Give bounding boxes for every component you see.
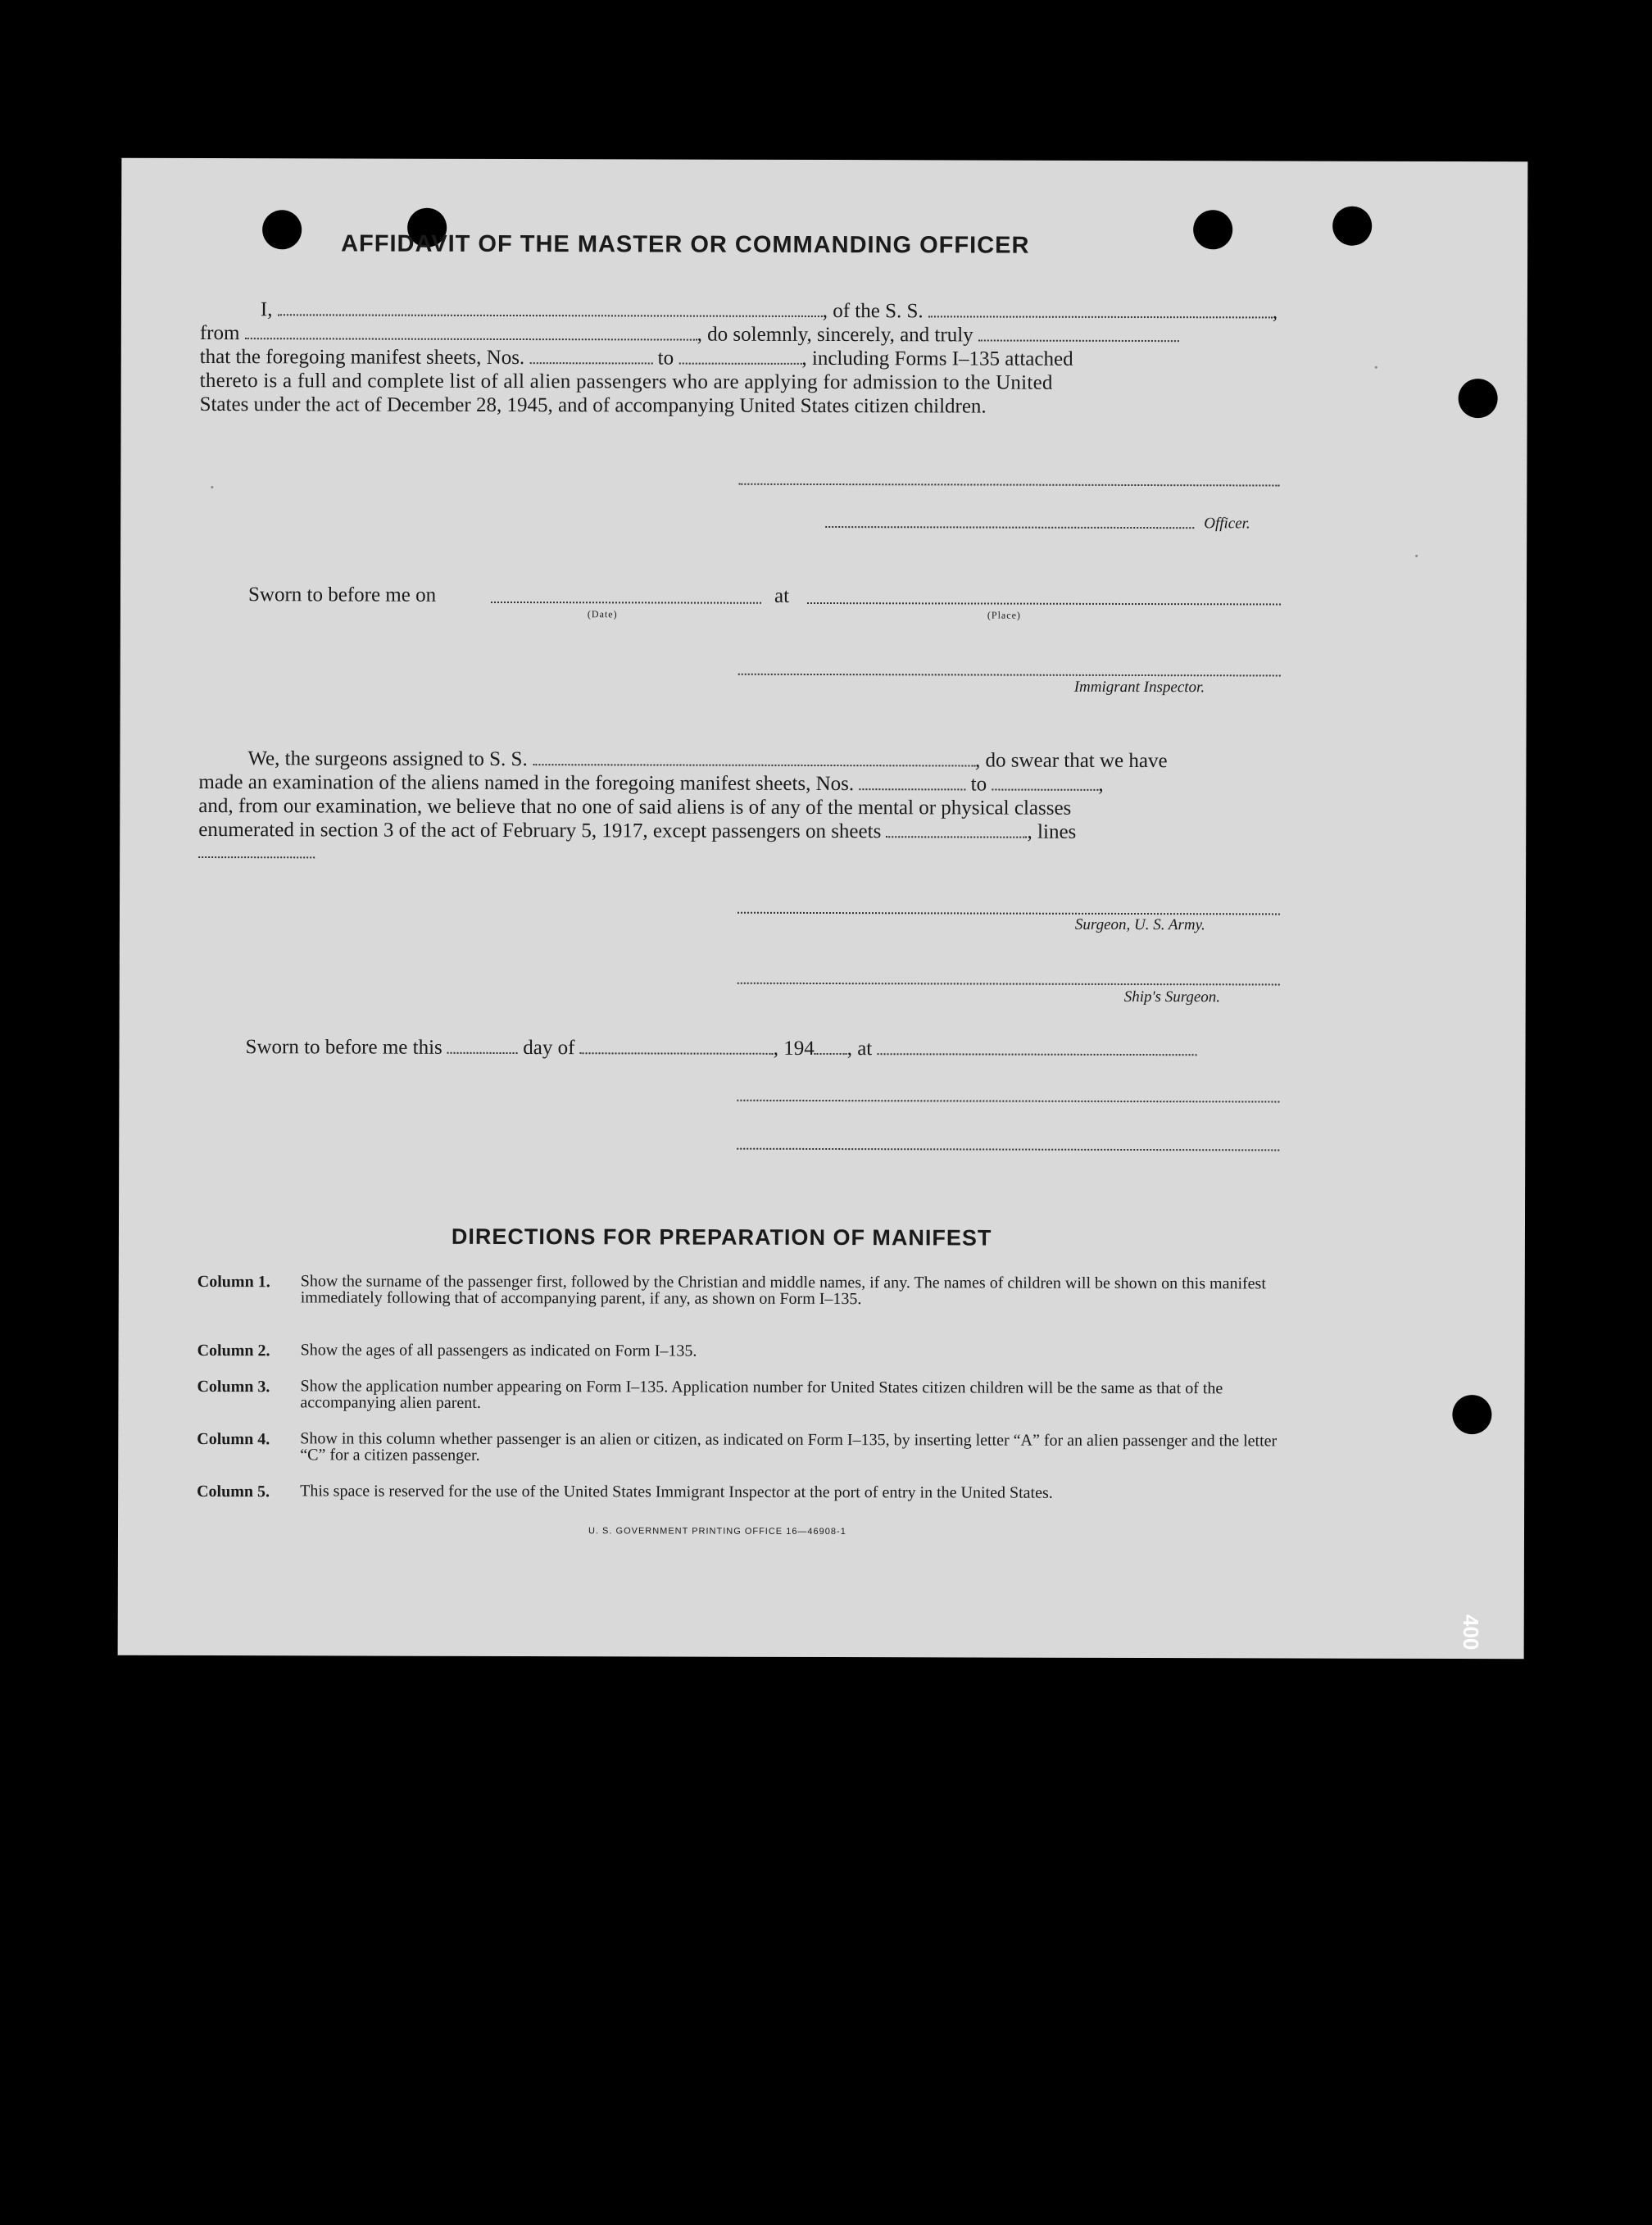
officer-caption: Officer. bbox=[1204, 515, 1250, 533]
date-blank[interactable] bbox=[491, 602, 761, 604]
surgeons-text: made an examination of the aliens named in the foregoing manifest sheets, Nos. bbox=[198, 771, 855, 796]
day-blank[interactable] bbox=[447, 1038, 518, 1054]
surgeons-line-4 bbox=[198, 818, 1076, 844]
direction-text: Show in this column whether passenger is an alien or citizen, as indicated on Form I–135, by inserting letter “A” for an alien passenger and the letter “C” for a citizen passenger. bbox=[300, 1429, 1278, 1464]
form-sheet bbox=[118, 158, 1528, 1659]
affidavit-line-1 bbox=[243, 297, 1278, 324]
oath-blank[interactable] bbox=[978, 325, 1179, 342]
direction-label: Column 2. bbox=[197, 1342, 270, 1360]
surgeon-ship-blank[interactable] bbox=[533, 749, 975, 766]
affidavit-text: , do solemnly, sincerely, and truly bbox=[697, 323, 974, 347]
sworn-this-line bbox=[246, 1035, 1197, 1061]
speck bbox=[1375, 366, 1377, 369]
direction-text: Show the ages of all passengers as indicated on Form I–135. bbox=[300, 1341, 697, 1360]
place-caption: (Place) bbox=[987, 609, 1021, 621]
surgeons-text: , do swear that we have bbox=[974, 749, 1168, 773]
punch-hole bbox=[1332, 207, 1372, 246]
sheet-from-blank[interactable] bbox=[529, 347, 652, 364]
year-blank[interactable] bbox=[815, 1038, 847, 1055]
affidavit-text: that the foregoing manifest sheets, Nos. bbox=[199, 346, 525, 370]
sworn-at: at bbox=[774, 584, 790, 607]
sheet-to-blank[interactable] bbox=[678, 348, 801, 365]
surgeons-text: enumerated in section 3 of the act of February 5, 1917, except passengers on sheets bbox=[198, 819, 882, 843]
punch-hole bbox=[1459, 379, 1498, 418]
affidavit-line-3 bbox=[200, 345, 1073, 371]
printer-imprint: U. S. GOVERNMENT PRINTING OFFICE 16—46908-1 bbox=[588, 1526, 846, 1537]
ship-surgeon-signature-line[interactable] bbox=[738, 983, 1280, 986]
surgeon-sheet-to-blank[interactable] bbox=[992, 774, 1098, 791]
surgeons-text: , lines bbox=[1027, 820, 1077, 843]
direction-text: This space is reserved for the use of the United States Immigrant Inspector at the port of entry in the United States. bbox=[300, 1482, 1053, 1502]
date-caption: (Date) bbox=[587, 608, 618, 620]
speck bbox=[211, 486, 213, 488]
officer-signature-line[interactable] bbox=[825, 526, 1194, 529]
affidavit-line-2 bbox=[200, 321, 1179, 347]
direction-label: Column 3. bbox=[197, 1378, 270, 1396]
sworn-text: Sworn to before me this bbox=[245, 1036, 442, 1059]
port-blank[interactable] bbox=[245, 323, 697, 340]
surgeons-text: We, the surgeons assigned to S. S. bbox=[247, 747, 528, 771]
surgeon-sheet-from-blank[interactable] bbox=[859, 774, 965, 790]
signature-line[interactable] bbox=[737, 1148, 1279, 1151]
army-surgeon-caption: Surgeon, U. S. Army. bbox=[1074, 915, 1205, 934]
affidavit-text: to bbox=[657, 347, 674, 370]
speck bbox=[1415, 555, 1418, 557]
inspector-caption: Immigrant Inspector. bbox=[1073, 678, 1205, 697]
affidavit-text: I, bbox=[260, 298, 273, 321]
affidavit-text: from bbox=[199, 322, 240, 345]
sworn-label: Sworn to before me on bbox=[247, 583, 437, 606]
affidavit-line-5: States under the act of December 28, 1945, and of accompanying United States citizen children. bbox=[199, 393, 987, 418]
month-blank[interactable] bbox=[580, 1038, 774, 1055]
army-surgeon-signature-line[interactable] bbox=[738, 912, 1280, 915]
ship-name-blank[interactable] bbox=[928, 301, 1273, 318]
sworn-text: , 194 bbox=[773, 1037, 815, 1060]
affidavit-line-4: thereto is a full and complete list of all alien passengers who are applying for admission to the United bbox=[199, 370, 1053, 394]
sworn-place-blank[interactable] bbox=[877, 1038, 1196, 1056]
form-title: AFFIDAVIT OF THE MASTER OR COMMANDING OFFICER bbox=[341, 230, 1030, 259]
signature-line[interactable] bbox=[738, 484, 1279, 487]
punch-hole bbox=[1193, 210, 1232, 249]
surgeons-text: to bbox=[970, 773, 987, 796]
direction-text: Show the surname of the passenger first, followed by the Christian and middle names, if any. The names of children will be shown on this manifest immediately following that of accompanying parent, if any, as shown on Form I–135. bbox=[300, 1272, 1266, 1309]
direction-label: Column 4. bbox=[197, 1430, 270, 1449]
punch-hole bbox=[262, 210, 302, 249]
sworn-text: , at bbox=[846, 1038, 873, 1060]
surgeons-line-1 bbox=[241, 747, 1167, 773]
surgeons-text: , bbox=[1098, 773, 1104, 796]
affidavit-text: , bbox=[1272, 301, 1278, 324]
place-blank[interactable] bbox=[807, 602, 1281, 606]
signature-line[interactable] bbox=[737, 1100, 1279, 1103]
lines-blank[interactable] bbox=[198, 856, 315, 858]
name-blank[interactable] bbox=[278, 299, 823, 317]
except-sheets-blank[interactable] bbox=[887, 821, 1028, 838]
directions-title: DIRECTIONS FOR PREPARATION OF MANIFEST bbox=[451, 1224, 992, 1251]
direction-text: Show the application number appearing on Form I–135. Application number for United States citizen children will be the same as that of the accompanying alien parent. bbox=[300, 1377, 1223, 1412]
margin-mark: 400 bbox=[1459, 1614, 1483, 1651]
punch-hole bbox=[1452, 1395, 1491, 1434]
affidavit-text: , including Forms I–135 attached bbox=[801, 347, 1073, 370]
surgeons-line-3: and, from our examination, we believe that no one of said aliens is of any of the mental or physical classes bbox=[198, 795, 1072, 820]
direction-label: Column 1. bbox=[197, 1273, 270, 1292]
sworn-text: day of bbox=[523, 1037, 575, 1060]
inspector-signature-line[interactable] bbox=[738, 674, 1281, 677]
affidavit-text: , of the S. S. bbox=[822, 299, 924, 323]
direction-label: Column 5. bbox=[197, 1483, 270, 1501]
surgeons-line-2 bbox=[198, 770, 1103, 797]
ship-surgeon-caption: Ship's Surgeon. bbox=[1123, 988, 1221, 1006]
